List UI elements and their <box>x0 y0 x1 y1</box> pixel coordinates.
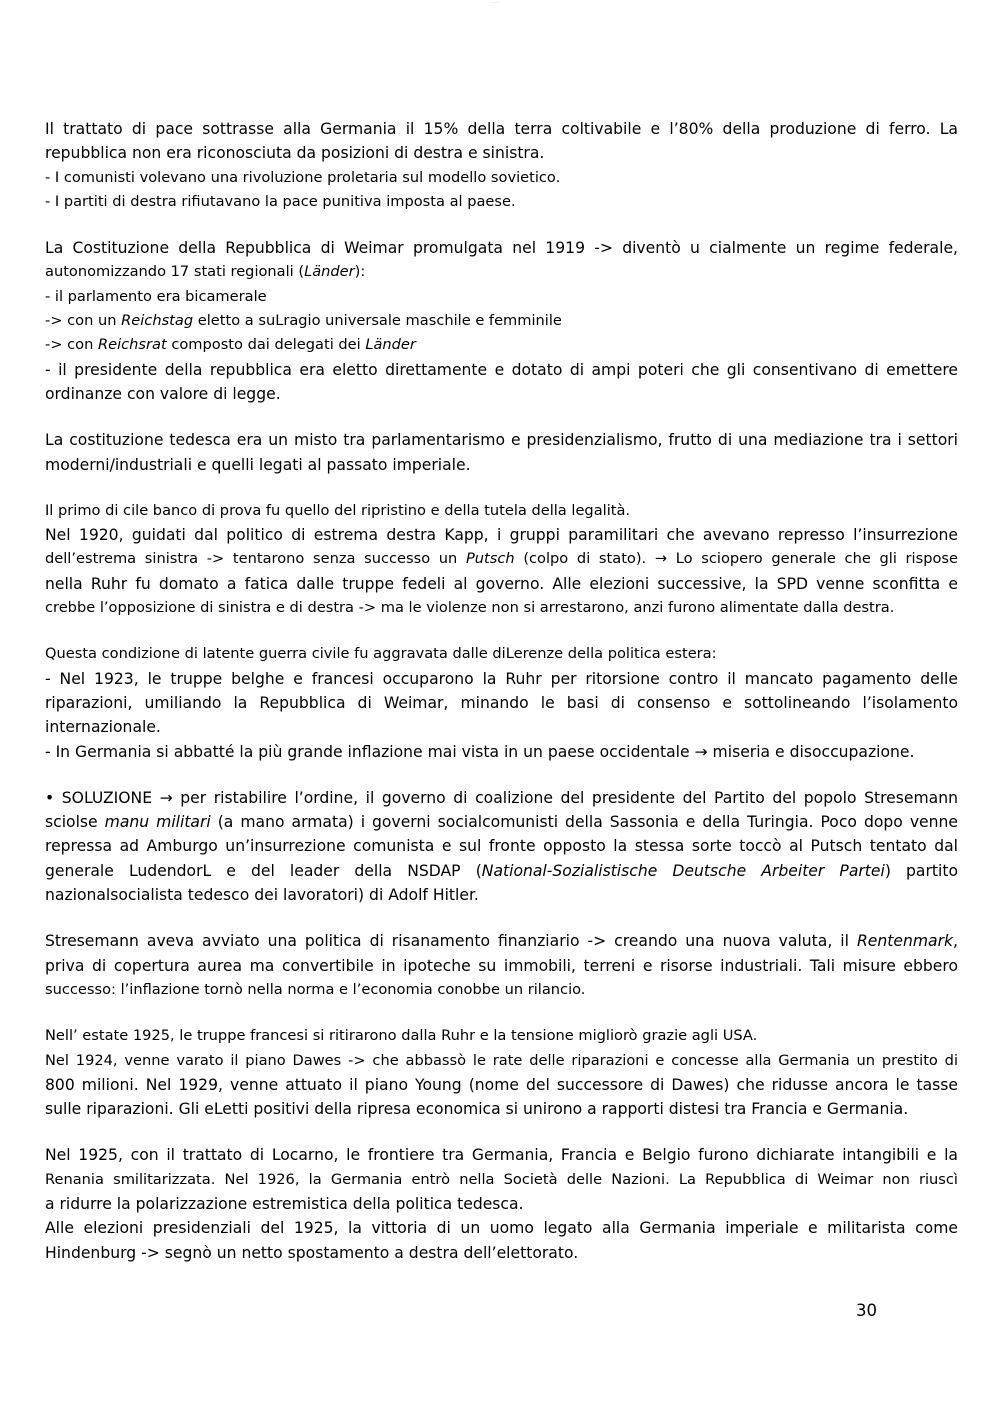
italic-term: National-Sozialistische Deutsche Arbeiter Partei <box>481 861 885 880</box>
text-line <box>45 499 958 523</box>
text-run: - il presidente della repubblica era eletto direttamente e dotato di ampi poteri che gli consentivano di emettere <box>45 360 958 379</box>
text-line <box>45 642 958 666</box>
text-run: Questa condizione di latente guerra civile fu aggravata dalle diLerenze della politica estera: <box>45 645 717 663</box>
italic-term: Länder <box>365 336 416 354</box>
page-number: 30 <box>856 1301 877 1320</box>
text-run: nella Ruhr fu domato a fatica dalle truppe fedeli al governo. Alle elezioni successive, la SPD venne sconfitta e <box>45 574 958 593</box>
text-line <box>45 954 958 978</box>
text-line <box>45 117 958 141</box>
italic-term: Reichstag <box>121 312 194 330</box>
text-run: -> con un <box>45 312 122 330</box>
text-run: ordinanze con valore di legge. <box>45 384 281 403</box>
text-run: Nel 1925, con il trattato di Locarno, le frontiere tra Germania, Francia e Belgio furono dichiarate intangibili e la <box>45 1146 958 1165</box>
text-line <box>45 572 958 596</box>
text-run: moderni/industriali e quelli legati al passato imperiale. <box>45 455 471 474</box>
text-run: repressa ad Amburgo un’insurrezione comunista e sul fronte opposto la stessa sorte toccò al Putsch tentato dal <box>45 837 958 856</box>
header-mark: .......... <box>490 0 500 4</box>
text-line <box>45 166 958 190</box>
text-run: Renania smilitarizzata. Nel 1926, la Germania entrò nella Società delle Nazioni. La Repubblica di Weimar non riuscì <box>45 1170 958 1188</box>
text-line <box>45 715 958 739</box>
text-run: - il parlamento era bicamerale <box>45 287 267 305</box>
text-run: Il trattato di pace sottrasse alla Germania il 15% della terra coltivabile e l’80% della produzione di ferro. La <box>45 120 958 138</box>
text-line <box>45 285 958 309</box>
text-run: riparazioni, umiliando la Repubblica di Weimar, minando le basi di consenso e sottolineando l’isolamento <box>45 693 958 712</box>
text-run: ) partito <box>884 861 958 880</box>
text-line <box>45 382 958 406</box>
text-run: a ridurre la polarizzazione estremistica della politica tedesca. <box>45 1194 524 1213</box>
text-run: sulle riparazioni. Gli eLetti positivi della ripresa economica si unirono a rapporti distesi tra Francia e Germania. <box>45 1100 909 1119</box>
text-line <box>45 929 958 953</box>
text-run: internazionale. <box>45 718 161 737</box>
text-line <box>45 1168 958 1192</box>
text-run: , <box>953 932 958 951</box>
text-run: • SOLUZIONE → per ristabilire l’ordine, il governo di coalizione del presidente del Partito del popolo Stresemann <box>45 788 958 807</box>
text-run: - In Germania si abbatté la più grande inflazione mai vista in un paese occidentale → miseria e disoccupazione. <box>45 742 915 761</box>
text-line <box>45 1024 958 1048</box>
text-line <box>45 453 958 477</box>
text-line <box>45 333 958 357</box>
text-line <box>45 1216 958 1240</box>
text-run: Nell’ estate 1925, le truppe francesi si ritirarono dalla Ruhr e la tensione migliorò grazie agli USA. <box>45 1027 758 1045</box>
text-run: ): <box>354 263 366 281</box>
paragraph <box>45 499 958 620</box>
text-run: (a mano armata) i governi socialcomunisti della Sassonia e della Turingia. Poco dopo venne <box>210 813 959 832</box>
text-run: successo: l’inflazione tornò nella norma e l’economia conobbe un rilancio. <box>45 980 586 998</box>
text-line <box>45 523 958 547</box>
text-run: eletto a suLragio universale maschile e femminile <box>193 312 562 330</box>
text-line <box>45 190 958 214</box>
italic-term: Reichsrat <box>97 336 167 354</box>
text-run: Stresemann aveva avviato una politica di risanamento finanziario -> creando una nuova valuta, il <box>45 932 857 951</box>
text-run: - I comunisti volevano una rivoluzione proletaria sul modello sovietico. <box>45 168 561 186</box>
text-line <box>45 1049 958 1073</box>
text-line <box>45 859 958 883</box>
text-line <box>45 1097 958 1121</box>
text-line <box>45 691 958 715</box>
text-run: 800 milioni. Nel 1929, venne attuato il piano Young (nome del successore di Dawes) che ridusse ancora le tasse <box>45 1075 958 1094</box>
paragraph <box>45 642 958 763</box>
text-run: Alle elezioni presidenziali del 1925, la vittoria di un uomo legato alla Germania imperiale e militarista come <box>45 1219 958 1238</box>
text-run: - I partiti di destra rifiutavano la pace punitiva imposta al paese. <box>45 192 516 210</box>
text-run: crebbe l’opposizione di sinistra e di destra -> ma le violenze non si arrestarono, anzi furono alimentate dalla destra. <box>45 599 895 617</box>
text-run: Hindenburg -> segnò un netto spostamento a destra dell’elettorato. <box>45 1243 579 1262</box>
text-run: priva di copertura aurea ma convertibile in ipoteche su immobili, terreni e risorse industriali. Tali misure ebbero <box>45 956 958 975</box>
text-run: La Costituzione della Repubblica di Weimar promulgata nel 1919 -> diventò u cialmente un regime federale, <box>45 239 958 258</box>
text-line <box>45 141 958 165</box>
text-run: nazionalsocialista tedesco dei lavoratori) di Adolf Hitler. <box>45 886 479 905</box>
text-line <box>45 1192 958 1216</box>
text-line <box>45 1073 958 1097</box>
text-line <box>45 1241 958 1265</box>
text-line <box>45 596 958 620</box>
text-run: - Nel 1923, le truppe belghe e francesi occuparono la Ruhr per ritorsione contro il mancato pagamento delle <box>45 669 958 688</box>
text-line <box>45 309 958 333</box>
paragraph <box>45 929 958 1002</box>
italic-term: manu militari <box>104 813 211 832</box>
paragraph <box>45 786 958 907</box>
text-line <box>45 428 958 452</box>
italic-term: Putsch <box>466 550 515 568</box>
text-line <box>45 740 958 764</box>
text-run: Nel 1920, guidati dal politico di estrema destra Kapp, i gruppi paramilitari che avevano represso l’insurrezione <box>45 526 958 545</box>
paragraph <box>45 1143 958 1264</box>
paragraph <box>45 428 958 477</box>
text-line <box>45 978 958 1002</box>
text-run: dell’estrema sinistra -> tentarono senza successo un <box>45 550 466 568</box>
text-run: -> con <box>45 336 98 354</box>
paragraph <box>45 1024 958 1121</box>
italic-term: Länder <box>304 263 355 281</box>
text-line <box>45 236 958 260</box>
paragraph <box>45 117 958 214</box>
text-run: Nel 1924, venne varato il piano Dawes -> che abbassò le rate delle riparazioni e concesse alla Germania un prestito di <box>45 1051 958 1069</box>
text-line <box>45 358 958 382</box>
text-run: La costituzione tedesca era un misto tra parlamentarismo e presidenzialismo, frutto di una mediazione tra i settori <box>45 431 958 450</box>
document-body <box>45 117 958 1287</box>
paragraph <box>45 236 958 406</box>
text-run: (colpo di stato). → Lo sciopero generale che gli rispose <box>514 550 958 568</box>
text-line <box>45 1143 958 1167</box>
text-run: autonomizzando 17 stati regionali ( <box>45 263 305 281</box>
text-run: sciolse <box>45 813 105 832</box>
text-line <box>45 547 958 571</box>
text-line <box>45 260 958 284</box>
text-run: composto dai delegati dei <box>166 336 366 354</box>
text-line <box>45 786 958 810</box>
text-line <box>45 667 958 691</box>
text-run: repubblica non era riconosciuta da posizioni di destra e sinistra. <box>45 144 545 163</box>
text-line <box>45 834 958 858</box>
italic-term: Rentenmark <box>856 932 954 951</box>
text-line <box>45 810 958 834</box>
text-run: Il primo di cile banco di prova fu quello del ripristino e della tutela della legalità. <box>45 501 631 519</box>
text-run: generale LudendorL e del leader della NSDAP ( <box>45 861 482 880</box>
text-line <box>45 883 958 907</box>
